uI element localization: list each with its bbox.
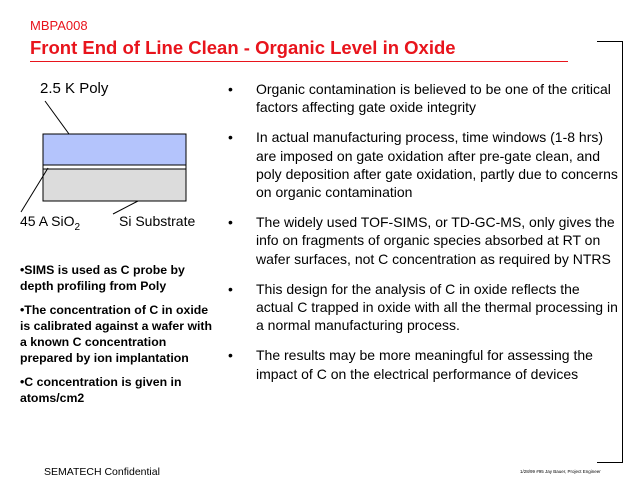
- substrate-label: Si Substrate: [119, 213, 196, 229]
- bullet-text: In actual manufacturing process, time windows (1-8 hrs) are imposed on gate oxidation after pre-gate clean, and poly deposition after gate oxidation, partly due to concerns on organic contamination: [256, 129, 618, 201]
- bullet-text: The results may be more meaningful for assessing the impact of C on the electrical performance of devices: [256, 347, 593, 382]
- bullet-item: [226, 280, 618, 335]
- poly-label: 2.5 K Poly: [40, 80, 109, 97]
- bullet-text: Organic contamination is believed to be one of the critical factors affecting gate oxide integrity: [256, 81, 611, 116]
- bullet-marker: •: [228, 214, 233, 231]
- poly-layer: [43, 134, 186, 165]
- notes-list: [20, 262, 220, 413]
- note-item: •SIMS is used as C probe by depth profiling from Poly: [20, 263, 185, 294]
- bullet-item: [226, 213, 618, 268]
- bullet-item: [226, 346, 618, 382]
- slide-code: MBPA008: [30, 18, 88, 33]
- footer-confidential: SEMATECH Confidential: [44, 466, 160, 478]
- poly-leader-line: [45, 101, 69, 134]
- bullet-item: [226, 128, 618, 201]
- note-item: •The concentration of C in oxide is calibrated against a wafer with a known C concentration prepared by ion implantation: [20, 302, 213, 366]
- oxide-label: [20, 213, 80, 233]
- oxide-label-subscript: 2: [74, 221, 81, 233]
- bullet-marker: •: [228, 81, 233, 97]
- bullet-marker: •: [228, 280, 233, 297]
- bullet-marker: •: [228, 347, 233, 364]
- note-item: •C concentration is given in atoms/cm2: [20, 374, 182, 406]
- bullet-item: [226, 80, 618, 116]
- oxide-label-text: 45 A SiO: [20, 213, 75, 229]
- bullet-text: This design for the analysis of C in oxide reflects the actual C trapped in oxide with all the thermal processing in a normal manufacturing process.: [256, 280, 618, 334]
- bullet-list: [226, 80, 618, 395]
- footer-credit: 1/28/99 #95 Jay Bauer, Project Engineer: [520, 469, 601, 474]
- substrate-layer: [43, 169, 186, 201]
- slide-title: Front End of Line Clean - Organic Level in Oxide: [30, 37, 456, 58]
- bullet-marker: •: [228, 129, 233, 146]
- bullet-text: The widely used TOF-SIMS, or TD-GC-MS, only gives the info on fragments of organic species absorbed at RT on wafer surfaces, not C concentration as required by NTRS: [256, 214, 615, 267]
- oxide-layer: [43, 165, 186, 169]
